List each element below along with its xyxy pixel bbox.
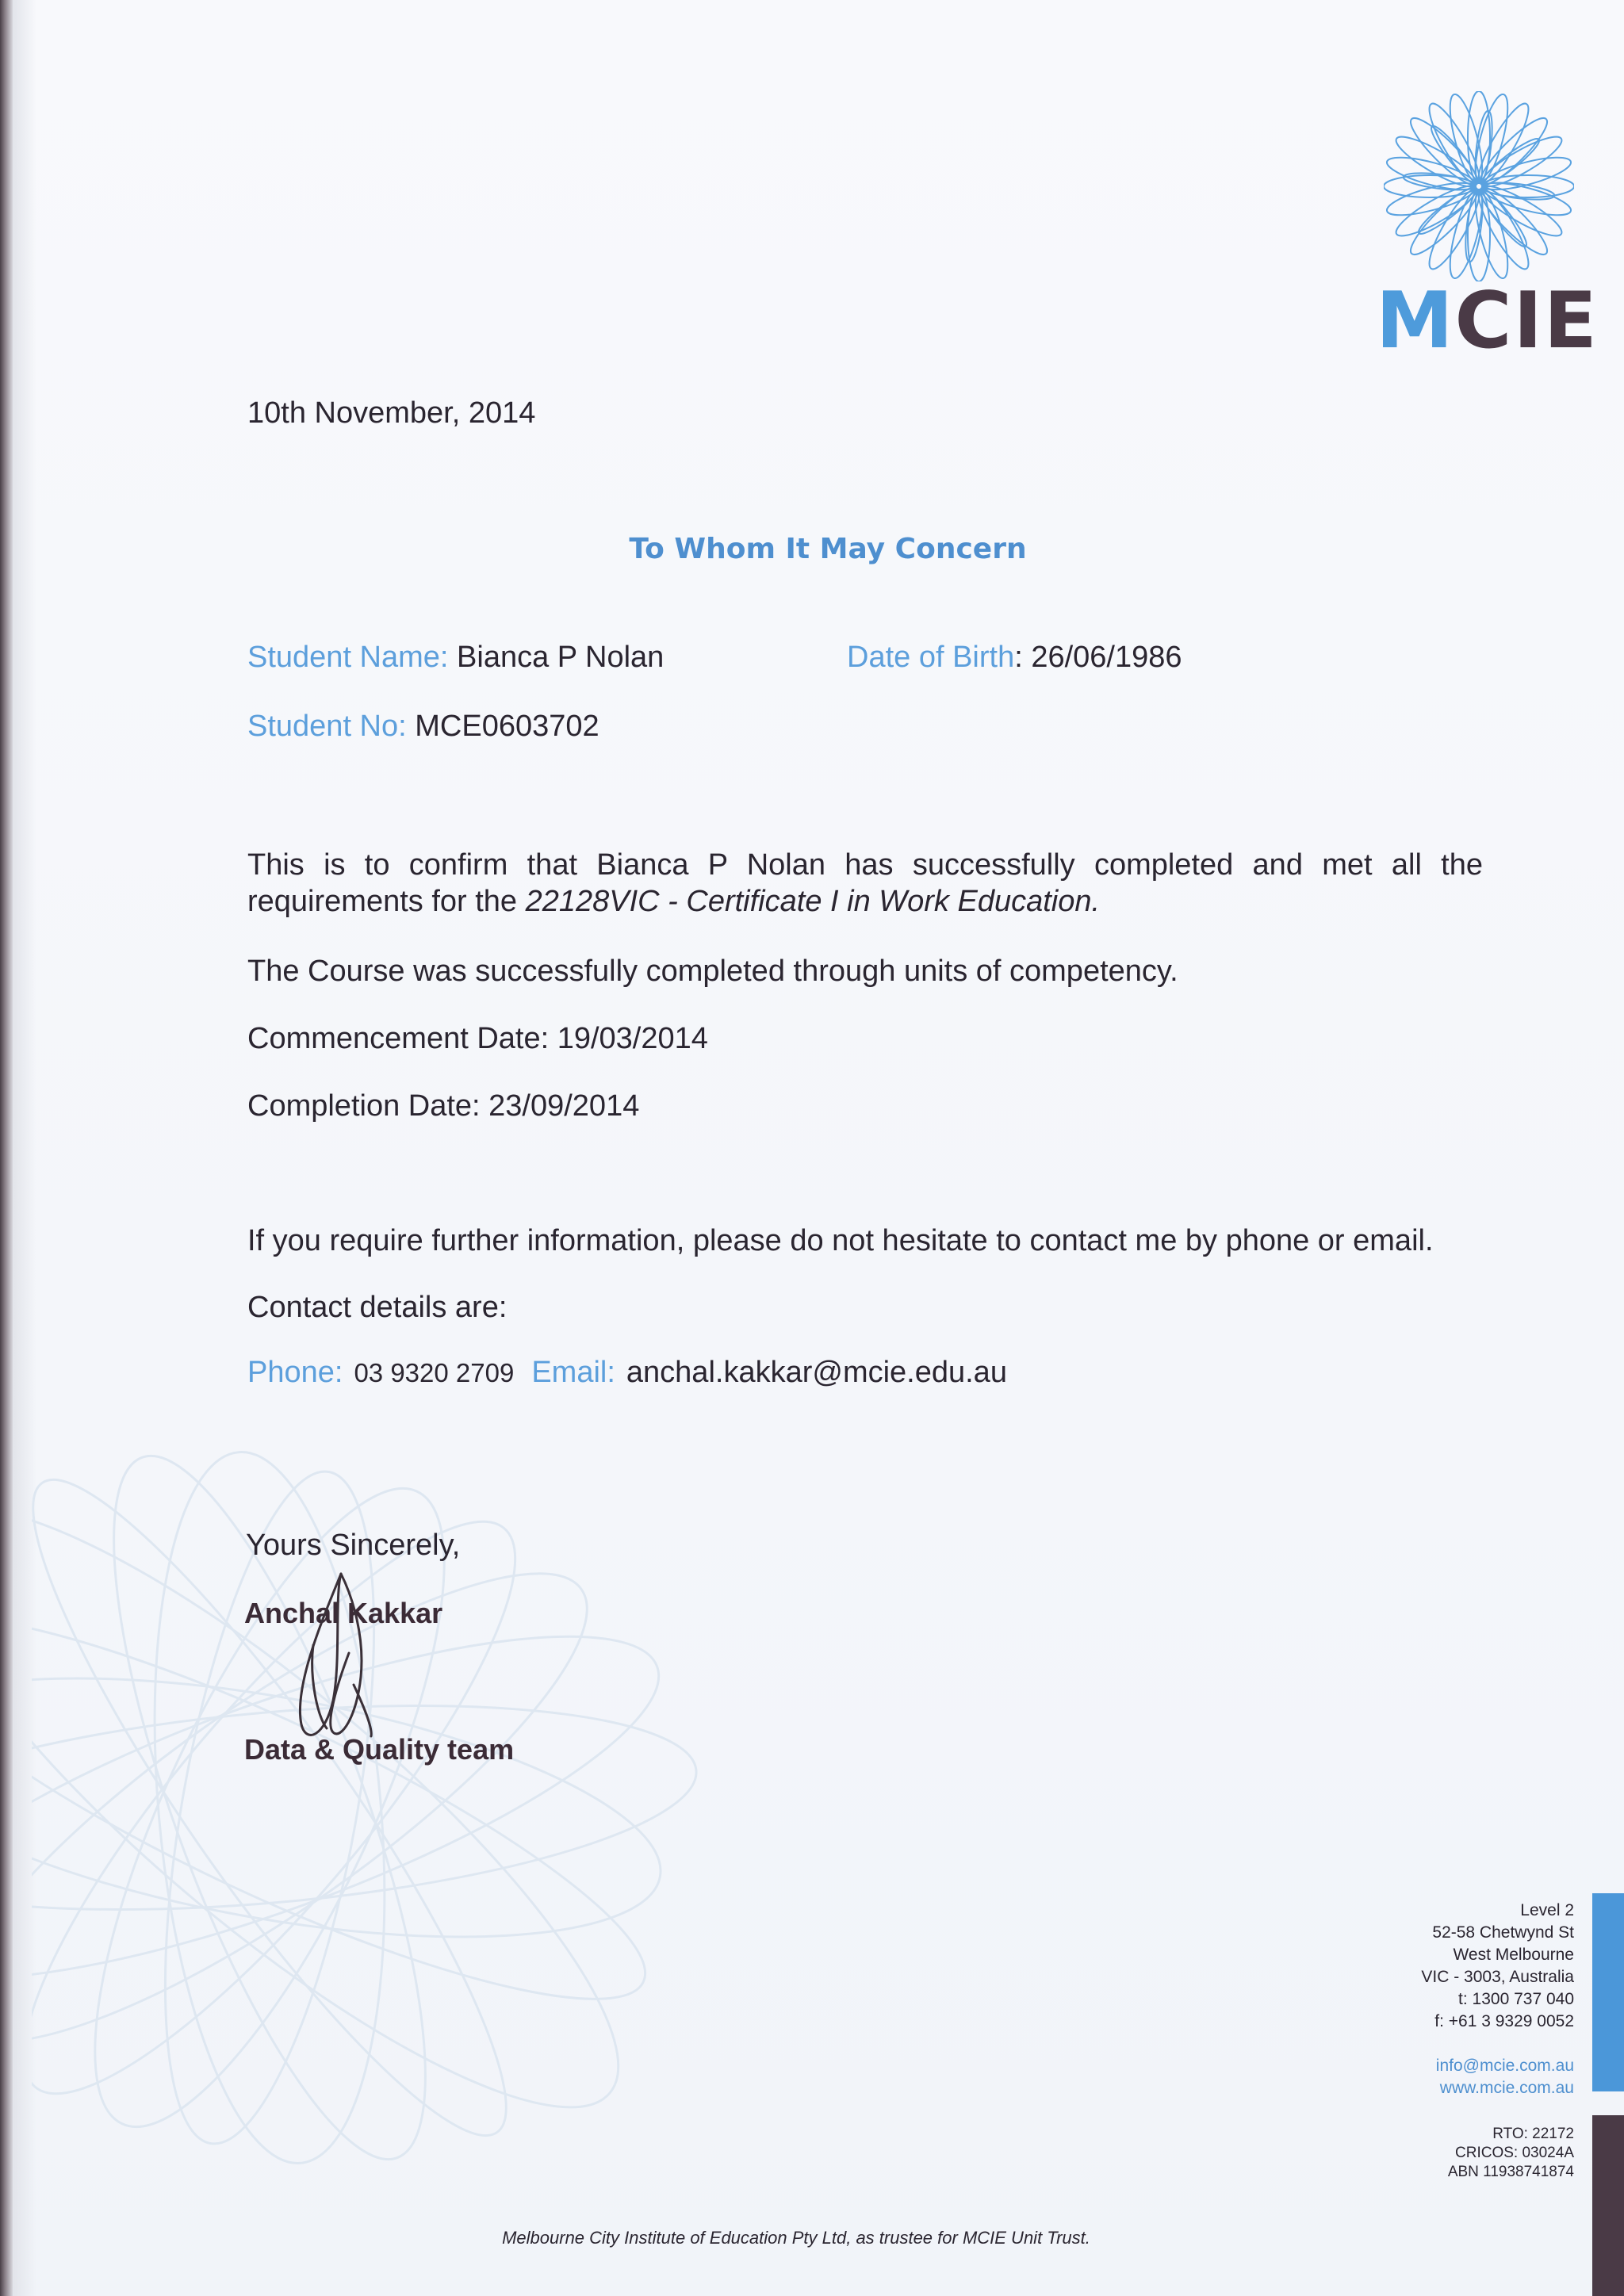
address-line-4: VIC - 3003, Australia (1421, 1968, 1574, 1986)
abn-number: ABN 11938741874 (1447, 2164, 1574, 2180)
address-block (1269, 1900, 1574, 2033)
contact-details (247, 1356, 1007, 1390)
contact-intro: Contact details are: (247, 1291, 508, 1324)
address-line-3: West Melbourne (1453, 1946, 1574, 1964)
student-no-value: MCE0603702 (415, 710, 599, 743)
dob-label: Date of Birth (847, 641, 1015, 674)
rto-number: RTO: 22172 (1492, 2126, 1574, 2142)
student-no-field (247, 710, 599, 744)
signer-name: Anchal Kakkar (244, 1597, 443, 1629)
signer-team: Data & Quality team (244, 1733, 515, 1766)
confirm-line-1: This is to confirm that Bianca P Nolan has successfully completed and met all the (247, 848, 1483, 882)
dob-field (847, 641, 1182, 675)
commencement-date: Commencement Date: 19/03/2014 (247, 1022, 708, 1055)
address-line-2: 52-58 Chetwynd St (1432, 1923, 1574, 1942)
address-fax: f: +61 3 9329 0052 (1434, 2012, 1574, 2030)
confirm-line-2-prefix: requirements for the (247, 885, 526, 918)
flower-logo-icon (1384, 91, 1574, 281)
student-name-field (247, 641, 664, 675)
signature-icon (278, 1566, 404, 1748)
address-web: www.mcie.com.au (1439, 2079, 1574, 2097)
course-units-text: The Course was successfully completed through units of competency. (247, 955, 1178, 988)
footer-text: Melbourne City Institute of Education Pty Ltd, as trustee for MCIE Unit Trust. (502, 2228, 1090, 2248)
closing-text: Yours Sincerely, (246, 1529, 461, 1562)
blue-side-bar (1592, 1893, 1624, 2091)
completion-date: Completion Date: 23/09/2014 (247, 1089, 640, 1123)
phone-label: Phone: (247, 1356, 343, 1389)
further-info-text: If you require further information, please do not hesitate to contact me by phone or email. (247, 1224, 1434, 1257)
address-line-1: Level 2 (1520, 1901, 1574, 1919)
purple-side-bar (1592, 2115, 1624, 2296)
course-title: 22128VIC - Certificate I in Work Education. (525, 885, 1101, 918)
address-tel: t: 1300 737 040 (1458, 1990, 1574, 2008)
email-label: Email: (531, 1356, 615, 1389)
watermark-flower-icon (32, 1094, 904, 2283)
phone-value: 03 9320 2709 (354, 1358, 515, 1387)
address-email: info@mcie.com.au (1435, 2057, 1574, 2075)
student-no-label: Student No: (247, 710, 407, 743)
cricos-number: CRICOS: 03024A (1455, 2145, 1574, 2161)
letter-heading: To Whom It May Concern (629, 533, 1027, 565)
mcie-logo (1376, 91, 1599, 366)
logo-wordmark: MCIE (1376, 276, 1599, 366)
scan-edge-shadow (0, 0, 13, 2296)
confirm-line-2 (247, 883, 1100, 920)
email-value: anchal.kakkar@mcie.edu.au (626, 1356, 1007, 1389)
registration-block (1269, 2125, 1574, 2182)
student-name-label: Student Name: (247, 641, 449, 674)
student-name-value: Bianca P Nolan (457, 641, 665, 674)
dob-value: : 26/06/1986 (1014, 641, 1182, 674)
letter-date: 10th November, 2014 (247, 396, 536, 430)
web-block (1269, 2055, 1574, 2099)
